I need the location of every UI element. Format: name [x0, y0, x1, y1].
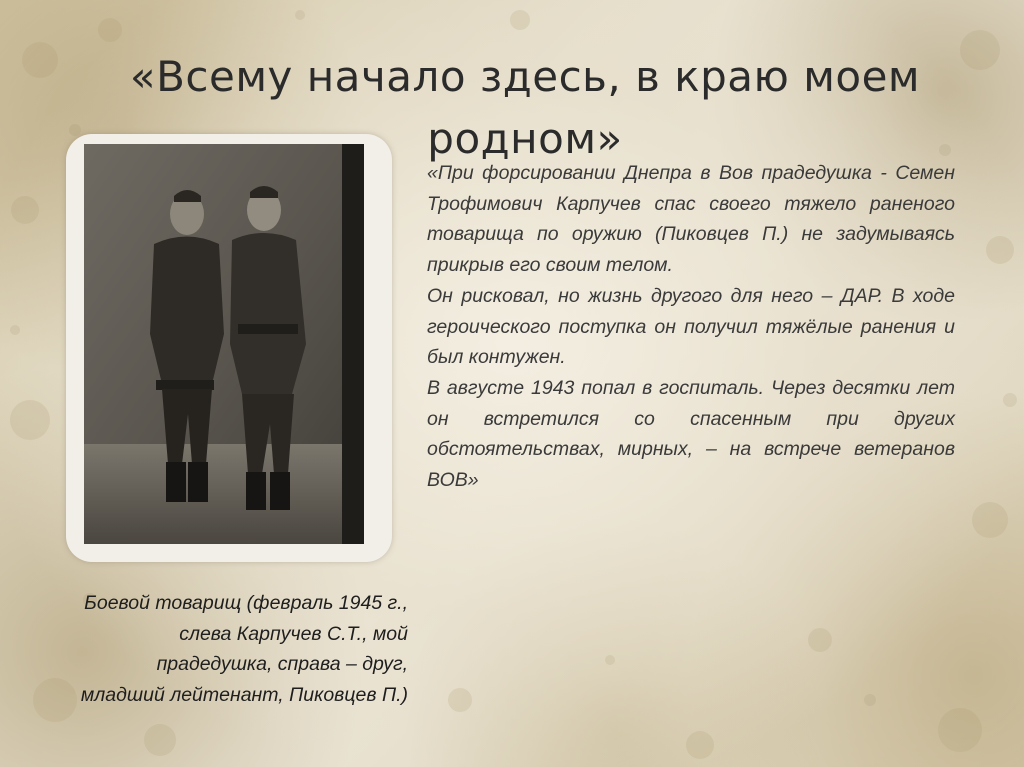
caption-line: слева Карпучев С.Т., мой: [179, 622, 408, 645]
photo-caption: [22, 588, 408, 710]
slide-title: «Всему начало здесь, в краю моем родном»: [129, 52, 921, 163]
caption-line: Боевой товарищ (февраль 1945 г.,: [84, 592, 408, 614]
story-text: [427, 158, 955, 496]
caption-line: младший лейтенант, Пиковцев П.): [80, 683, 408, 706]
story-paragraph: В августе 1943 попал в госпиталь. Через десятки лет он встретился со спасенным при других обстоятельствах, мирных, – на встрече ветеранов ВОВ»: [427, 376, 955, 492]
story-paragraph: «При форсировании Днепра в Вов прадедушка - Семен Трофимович Карпучев спас своего тяжело раненого товарища по оружию (Пиковцев П.) не задумываясь прикрыв его своим телом.: [427, 162, 955, 277]
caption-line: прадедушка, справа – друг,: [156, 653, 408, 675]
soldiers-photo: [84, 144, 364, 544]
story-paragraph: Он рисковал, но жизнь другого для него – ДАР. В ходе героического поступка он получил тяжёлые ранения и был контужен.: [427, 284, 955, 369]
